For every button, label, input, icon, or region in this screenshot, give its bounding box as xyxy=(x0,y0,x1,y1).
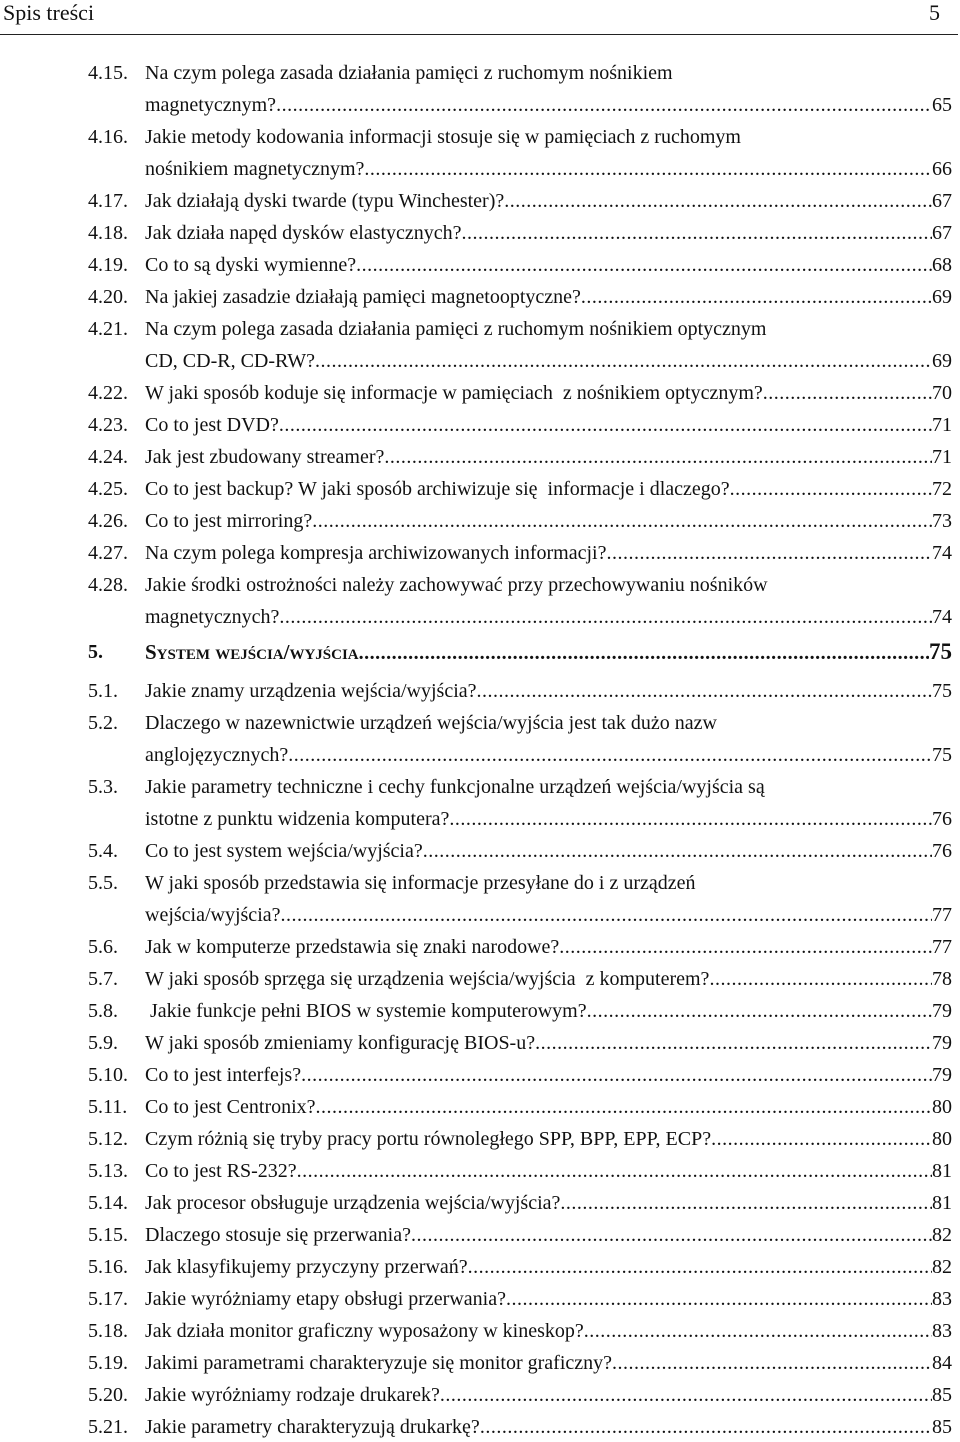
toc-entry-title: Jak działają dyski twarde (typu Winchester)? xyxy=(145,190,505,212)
toc-entry-title: W jaki sposób zmieniamy konfigurację BIOS-u? xyxy=(145,1032,536,1054)
toc-entry-title: Jak klasyfikujemy przyczyny przerwań? xyxy=(145,1256,468,1278)
toc-entry-body xyxy=(145,1252,952,1282)
toc-entry[interactable] xyxy=(0,676,960,706)
toc-dot-leader xyxy=(356,250,932,280)
toc-entry-number: 5.5. xyxy=(88,872,118,894)
toc-dot-leader xyxy=(462,218,932,248)
toc-entry-number: 5. xyxy=(88,641,103,663)
toc-entry-title: Dlaczego stosuje się przerwania? xyxy=(145,1224,411,1246)
toc-entry[interactable] xyxy=(0,250,960,280)
toc-entry-number: 5.15. xyxy=(88,1224,128,1246)
toc-dot-leader xyxy=(559,932,932,962)
toc-entry-page-number: 69 xyxy=(932,350,952,372)
toc-dot-leader xyxy=(711,1124,932,1154)
toc-entry-number: 5.9. xyxy=(88,1032,118,1054)
toc-dot-leader xyxy=(587,996,932,1026)
toc-entry-title: Co to jest system wejścia/wyjścia? xyxy=(145,840,423,862)
toc-entry-number: 4.24. xyxy=(88,446,128,468)
toc-entry-page-number: 79 xyxy=(932,1000,952,1022)
toc-entry[interactable] xyxy=(0,58,960,88)
toc-entry[interactable] xyxy=(0,964,960,994)
toc-entry[interactable] xyxy=(0,1188,960,1218)
toc-entry-body xyxy=(145,346,952,376)
toc-entry[interactable] xyxy=(0,708,960,738)
toc-entry-title: Jak w komputerze przedstawia się znaki narodowe? xyxy=(145,936,560,958)
toc-entry-body xyxy=(145,932,952,962)
toc-entry-page-number: 76 xyxy=(932,808,952,830)
toc-dot-leader xyxy=(301,1060,932,1090)
toc-dot-leader xyxy=(506,1284,932,1314)
toc-entry[interactable] xyxy=(0,378,960,408)
toc-entry-body xyxy=(145,1380,952,1410)
toc-entry-page-number: 83 xyxy=(932,1288,952,1310)
toc-entry-title: Co to jest DVD? xyxy=(145,414,279,436)
toc-entry-body xyxy=(145,282,952,312)
toc-entry-number: 5.20. xyxy=(88,1384,128,1406)
toc-entry-number: 5.6. xyxy=(88,936,118,958)
toc-entry-body xyxy=(145,442,952,472)
toc-entry-title: Co to jest RS-232? xyxy=(145,1160,297,1182)
toc-entry-body xyxy=(145,1348,952,1378)
toc-entry-title: Czym różnią się tryby pracy portu równoległego SPP, BPP, EPP, ECP? xyxy=(145,1128,712,1150)
toc-entry-body xyxy=(145,474,952,504)
toc-entry-number: 4.22. xyxy=(88,382,128,404)
toc-entry-body xyxy=(145,506,952,536)
toc-entry[interactable] xyxy=(0,1092,960,1122)
toc-entry-title: magnetycznych? xyxy=(145,606,280,628)
toc-dot-leader xyxy=(504,186,932,216)
toc-entry-number: 5.10. xyxy=(88,1064,128,1086)
toc-dot-leader xyxy=(359,638,929,667)
toc-entry-number: 5.1. xyxy=(88,680,118,702)
toc-entry[interactable] xyxy=(0,474,960,504)
toc-entry-body xyxy=(145,1156,952,1186)
toc-dot-leader xyxy=(449,804,932,834)
toc-dot-leader xyxy=(423,836,932,866)
toc-dot-leader xyxy=(364,154,932,184)
toc-dot-leader xyxy=(606,538,932,568)
toc-entry-number: 5.8. xyxy=(88,1000,118,1022)
toc-entry-page-number: 65 xyxy=(932,94,952,116)
toc-entry-number: 4.21. xyxy=(88,318,128,340)
toc-entry[interactable] xyxy=(0,1124,960,1154)
toc-entry-number: 5.4. xyxy=(88,840,118,862)
toc-dot-leader xyxy=(477,676,932,706)
toc-entry-number: 4.17. xyxy=(88,190,128,212)
toc-dot-leader xyxy=(612,1348,932,1378)
toc-entry-body xyxy=(145,1092,952,1122)
toc-entry-title: Jak działa napęd dysków elastycznych? xyxy=(145,222,462,244)
toc-entry-page-number: 74 xyxy=(932,542,952,564)
toc-entry-page-number: 83 xyxy=(932,1320,952,1342)
toc-entry[interactable] xyxy=(0,602,960,632)
toc-entry-page-number: 67 xyxy=(932,190,952,212)
toc-entry-page-number: 75 xyxy=(929,639,952,664)
toc-entry[interactable] xyxy=(0,218,960,248)
toc-dot-leader xyxy=(411,1220,932,1250)
toc-entry-page-number: 75 xyxy=(932,744,952,766)
toc-entry-title: Jakie środki ostrożności należy zachowywać przy przechowywaniu nośników xyxy=(145,574,768,596)
toc-entry-number: 4.19. xyxy=(88,254,128,276)
toc-entry-number: 5.16. xyxy=(88,1256,128,1278)
toc-entry-body xyxy=(145,410,952,440)
toc-entry-title: Jakie wyróżniamy rodzaje drukarek? xyxy=(145,1384,440,1406)
toc-entry-body xyxy=(145,186,952,216)
toc-entry-title: Na czym polega zasada działania pamięci z ruchomym nośnikiem optycznym xyxy=(145,318,767,340)
toc-entry-title: Co to są dyski wymienne? xyxy=(145,254,357,276)
toc-entry-number: 4.15. xyxy=(88,62,128,84)
toc-entry[interactable] xyxy=(0,314,960,344)
toc-entry-title: Jakie parametry charakteryzują drukarkę? xyxy=(145,1416,480,1438)
toc-entry-number: 4.26. xyxy=(88,510,128,532)
toc-dot-leader xyxy=(312,506,932,536)
toc-dot-leader xyxy=(560,1188,932,1218)
toc-entry-body xyxy=(145,58,952,88)
toc-entry-title: Jakie metody kodowania informacji stosuje się w pamięciach z ruchomym xyxy=(145,126,741,148)
toc-entry[interactable] xyxy=(0,1380,960,1410)
toc-entry-body xyxy=(145,1316,952,1346)
toc-entry-title: Jakie znamy urządzenia wejścia/wyjścia? xyxy=(145,680,477,702)
toc-entry-number: 4.23. xyxy=(88,414,128,436)
toc-entry[interactable] xyxy=(0,90,960,120)
toc-entry[interactable] xyxy=(0,868,960,898)
toc-entry-number: 5.19. xyxy=(88,1352,128,1374)
toc-entry-number: 4.20. xyxy=(88,286,128,308)
toc-entry[interactable] xyxy=(0,154,960,184)
toc-entry-page-number: 82 xyxy=(932,1224,952,1246)
toc-entry-number: 5.7. xyxy=(88,968,118,990)
toc-entry[interactable] xyxy=(0,506,960,536)
toc-entry[interactable] xyxy=(0,1316,960,1346)
toc-entry-number: 4.28. xyxy=(88,574,128,596)
toc-entry-body xyxy=(145,964,952,994)
toc-dot-leader xyxy=(315,346,932,376)
toc-entry-body xyxy=(145,250,952,280)
toc-entry-page-number: 79 xyxy=(932,1064,952,1086)
toc-entry-title: anglojęzycznych? xyxy=(145,744,289,766)
toc-entry[interactable] xyxy=(0,1156,960,1186)
toc-entry-number: 5.14. xyxy=(88,1192,128,1214)
toc-entry[interactable] xyxy=(0,570,960,600)
toc-entry[interactable] xyxy=(0,442,960,472)
toc-dot-leader xyxy=(384,442,932,472)
toc-dot-leader xyxy=(584,1316,932,1346)
toc-entry-title: nośnikiem magnetycznym? xyxy=(145,158,365,180)
toc-entry-number: 4.25. xyxy=(88,478,128,500)
toc-entry-page-number: 69 xyxy=(932,286,952,308)
toc-entry-page-number: 85 xyxy=(932,1384,952,1406)
toc-dot-leader xyxy=(581,282,932,312)
toc-dot-leader xyxy=(276,90,932,120)
toc-dot-leader xyxy=(281,900,933,930)
toc-chapter-entry[interactable] xyxy=(0,637,960,667)
toc-entry-body xyxy=(145,378,952,408)
toc-entry-page-number: 81 xyxy=(932,1160,952,1182)
toc-entry-body xyxy=(145,602,952,632)
toc-entry-title: System wejścia/wyjścia xyxy=(145,640,359,664)
toc-entry-body xyxy=(145,996,952,1026)
toc-entry-body xyxy=(145,708,952,738)
toc-entry-body xyxy=(145,122,952,152)
toc-dot-leader xyxy=(709,964,932,994)
toc-entry-title: Na czym polega kompresja archiwizowanych informacji? xyxy=(145,542,607,564)
toc-entry-body xyxy=(145,218,952,248)
toc-entry-number: 5.3. xyxy=(88,776,118,798)
toc-entry-title: Dlaczego w nazewnictwie urządzeń wejścia/wyjścia jest tak dużo nazw xyxy=(145,712,717,734)
toc-entry-body xyxy=(145,538,952,568)
toc-entry-page-number: 80 xyxy=(932,1128,952,1150)
toc-entry-page-number: 71 xyxy=(932,446,952,468)
toc-entry-title: istotne z punktu widzenia komputera? xyxy=(145,808,450,830)
toc-entry-body xyxy=(145,1188,952,1218)
toc-entry-body xyxy=(145,1220,952,1250)
toc-entry[interactable] xyxy=(0,186,960,216)
toc-entry-number: 5.13. xyxy=(88,1160,128,1182)
toc-entry[interactable] xyxy=(0,410,960,440)
toc-entry[interactable] xyxy=(0,122,960,152)
toc-entry-number: 4.27. xyxy=(88,542,128,564)
toc-entry[interactable] xyxy=(0,804,960,834)
toc-entry-title: W jaki sposób przedstawia się informacje przesyłane do i z urządzeń xyxy=(145,872,696,894)
toc-entry-body xyxy=(145,637,952,667)
toc-dot-leader xyxy=(279,602,932,632)
toc-entry-number: 5.21. xyxy=(88,1416,128,1438)
toc-dot-leader xyxy=(763,378,932,408)
toc-entry[interactable] xyxy=(0,538,960,568)
toc-entry-title: W jaki sposób koduje się informacje w pamięciach z nośnikiem optycznym? xyxy=(145,382,763,404)
toc-entry-body xyxy=(145,804,952,834)
toc-dot-leader xyxy=(440,1380,932,1410)
toc-entry[interactable] xyxy=(0,836,960,866)
toc-entry[interactable] xyxy=(0,1284,960,1314)
toc-entry-body xyxy=(145,772,952,802)
toc-entry-title: magnetycznym? xyxy=(145,94,277,116)
toc-entry-title: Jakie funkcje pełni BIOS w systemie komputerowym? xyxy=(145,1000,587,1022)
toc-entry-body xyxy=(145,570,952,600)
toc-entry-page-number: 71 xyxy=(932,414,952,436)
toc-entry-body xyxy=(145,676,952,706)
toc-entry[interactable] xyxy=(0,772,960,802)
toc-entry[interactable] xyxy=(0,740,960,770)
toc-entry-body xyxy=(145,900,952,930)
toc-entry-title: Co to jest interfejs? xyxy=(145,1064,302,1086)
toc-entry-number: 5.18. xyxy=(88,1320,128,1342)
toc-dot-leader xyxy=(730,474,932,504)
toc-entry-body xyxy=(145,1028,952,1058)
toc-entry[interactable] xyxy=(0,932,960,962)
toc-entry-number: 5.2. xyxy=(88,712,118,734)
toc-entry[interactable] xyxy=(0,1060,960,1090)
toc-entry-body xyxy=(145,740,952,770)
toc-entry-page-number: 77 xyxy=(932,904,952,926)
toc-entry-title: Jakie parametry techniczne i cechy funkcjonalne urządzeń wejścia/wyjścia są xyxy=(145,776,765,798)
page-header xyxy=(0,0,958,35)
toc-entry-page-number: 80 xyxy=(932,1096,952,1118)
toc-entry[interactable] xyxy=(0,1028,960,1058)
toc-entry-body xyxy=(145,868,952,898)
toc-entry-body xyxy=(145,1124,952,1154)
toc-entry-body xyxy=(145,1060,952,1090)
toc-entry-title: Jak procesor obsługuje urządzenia wejścia/wyjścia? xyxy=(145,1192,561,1214)
toc-dot-leader xyxy=(535,1028,932,1058)
toc-entry-title: Na jakiej zasadzie działają pamięci magnetooptyczne? xyxy=(145,286,581,308)
toc-entry-page-number: 72 xyxy=(932,478,952,500)
toc-entry-title: W jaki sposób sprzęga się urządzenia wejścia/wyjścia z komputerem? xyxy=(145,968,710,990)
toc-entry[interactable] xyxy=(0,282,960,312)
toc-entry-body xyxy=(145,154,952,184)
toc-entry-title: CD, CD-R, CD-RW? xyxy=(145,350,315,372)
toc-entry-title: Jak jest zbudowany streamer? xyxy=(145,446,385,468)
toc-entry-page-number: 73 xyxy=(932,510,952,532)
toc-entry[interactable] xyxy=(0,1220,960,1250)
toc-entry-title: Jak działa monitor graficzny wyposażony w kineskop? xyxy=(145,1320,584,1342)
toc-entry-body xyxy=(145,90,952,120)
toc-entry-number: 4.18. xyxy=(88,222,128,244)
toc-entry-number: 5.12. xyxy=(88,1128,128,1150)
toc-entry-page-number: 74 xyxy=(932,606,952,628)
toc-entry-page-number: 82 xyxy=(932,1256,952,1278)
toc-entry-body xyxy=(145,314,952,344)
toc-entry-body xyxy=(145,1284,952,1314)
toc-entry-page-number: 67 xyxy=(932,222,952,244)
toc-entry-number: 4.16. xyxy=(88,126,128,148)
toc-entry-page-number: 70 xyxy=(932,382,952,404)
toc-entry-page-number: 66 xyxy=(932,158,952,180)
toc-entry-title: Co to jest Centronix? xyxy=(145,1096,316,1118)
toc-entry-title: wejścia/wyjścia? xyxy=(145,904,281,926)
toc-entry-page-number: 81 xyxy=(932,1192,952,1214)
toc-entry-page-number: 77 xyxy=(932,936,952,958)
toc-entry-page-number: 75 xyxy=(932,680,952,702)
running-header-title: Spis treści xyxy=(3,0,95,25)
toc-dot-leader xyxy=(279,410,932,440)
toc-dot-leader xyxy=(297,1156,932,1186)
toc-dot-leader xyxy=(288,740,932,770)
running-header-page-number: 5 xyxy=(929,0,940,25)
toc-entry[interactable] xyxy=(0,346,960,376)
toc-entry[interactable] xyxy=(0,1348,960,1378)
toc-entry[interactable] xyxy=(0,996,960,1026)
toc-entry-page-number: 76 xyxy=(932,840,952,862)
toc-entry-page-number: 78 xyxy=(932,968,952,990)
toc-entry-title: Co to jest mirroring? xyxy=(145,510,313,532)
toc-entry-number: 5.11. xyxy=(88,1096,128,1118)
toc-entry-title: Jakie wyróżniamy etapy obsługi przerwania? xyxy=(145,1288,506,1310)
toc-entry-title: Jakimi parametrami charakteryzuje się monitor graficzny? xyxy=(145,1352,613,1374)
toc-entry-page-number: 79 xyxy=(932,1032,952,1054)
toc-entry-page-number: 68 xyxy=(932,254,952,276)
toc-entry-title: Na czym polega zasada działania pamięci z ruchomym nośnikiem xyxy=(145,62,673,84)
toc-entry-page-number: 85 xyxy=(932,1416,952,1438)
toc-entry[interactable] xyxy=(0,1252,960,1282)
toc-entry-page-number: 84 xyxy=(932,1352,952,1374)
toc-dot-leader xyxy=(468,1252,932,1282)
toc-entry-title: Co to jest backup? W jaki sposób archiwizuje się informacje i dlaczego? xyxy=(145,478,730,500)
toc-entry-number: 5.17. xyxy=(88,1288,128,1310)
toc-dot-leader xyxy=(316,1092,932,1122)
toc-entry[interactable] xyxy=(0,900,960,930)
toc-entry-body xyxy=(145,836,952,866)
